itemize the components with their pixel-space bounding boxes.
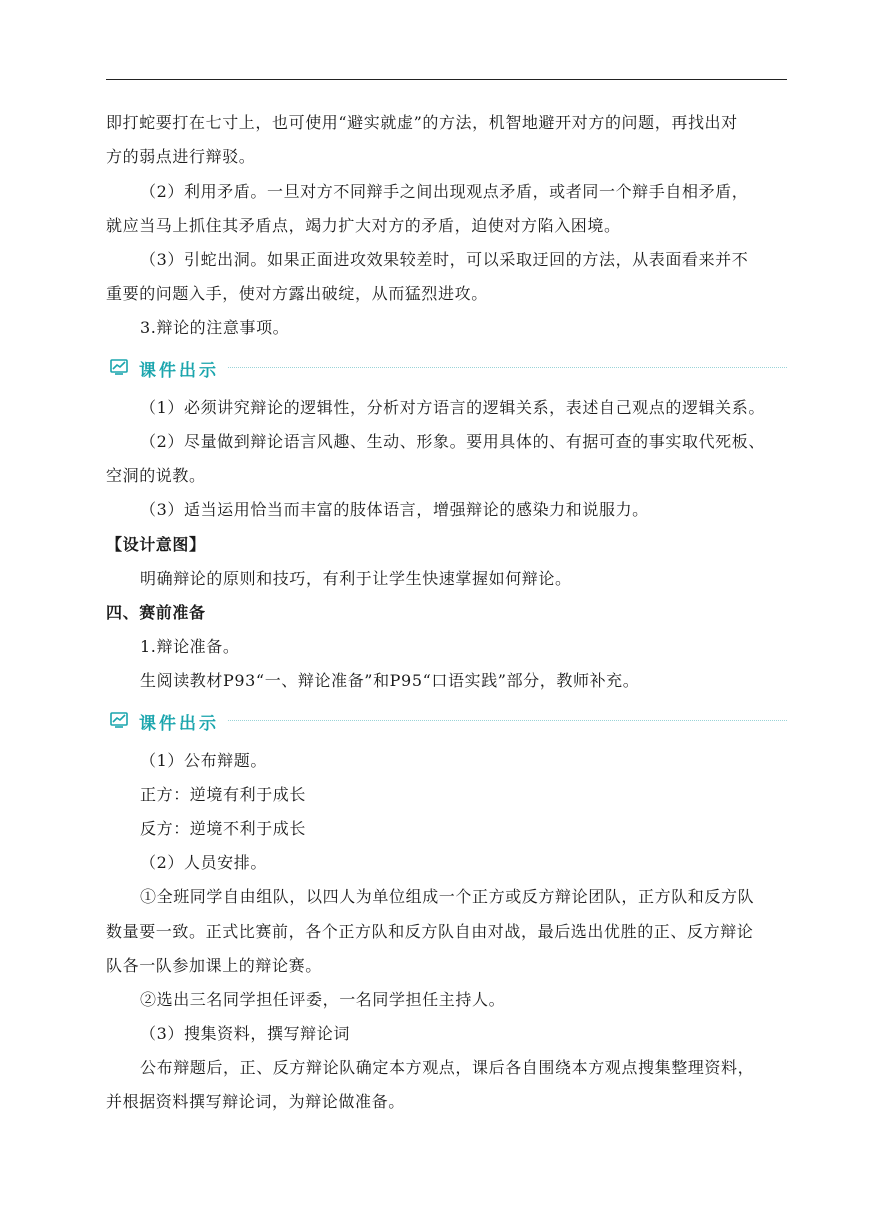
paragraph-line: （2）尽量做到辩论语言风趣、生动、形象。要用具体的、有据可查的事实取代死板、 — [140, 432, 765, 451]
paragraph-line: 即打蛇要打在七寸上，也可使用“避实就虚”的方法，机智地避开对方的问题，再找出对 — [106, 113, 738, 132]
paragraph-line: 反方：逆境不利于成长 — [140, 819, 307, 838]
paragraph-line: 1.辩论准备。 — [140, 637, 240, 656]
courseware-header — [106, 708, 787, 732]
paragraph-line: 空洞的说教。 — [106, 466, 206, 485]
paragraph-line: 方的弱点进行辩驳。 — [106, 147, 256, 166]
paragraph-line: （2）利用矛盾。一旦对方不同辩手之间出现观点矛盾，或者同一个辩手自相矛盾， — [140, 182, 749, 201]
paragraph-line: 正方：逆境有利于成长 — [140, 785, 307, 804]
paragraph-line: 3.辩论的注意事项。 — [140, 318, 290, 337]
paragraph-line: （2）人员安排。 — [140, 853, 267, 872]
courseware-label: 课件出示 — [139, 714, 219, 734]
design-intent-heading: 【设计意图】 — [106, 535, 206, 554]
paragraph-line: 重要的问题入手，使对方露出破绽，从而猛烈进攻。 — [106, 284, 488, 303]
paragraph-line: 数量要一致。正式比赛前，各个正方队和反方队自由对战，最后选出优胜的正、反方辩论 — [106, 922, 754, 941]
header-rule — [106, 79, 787, 80]
paragraph-line: （1）必须讲究辩论的逻辑性，分析对方语言的逻辑关系，表述自己观点的逻辑关系。 — [140, 398, 765, 417]
courseware-label: 课件出示 — [139, 361, 219, 381]
courseware-chart-icon — [110, 358, 128, 376]
paragraph-line: 队各一队参加课上的辩论赛。 — [106, 956, 322, 975]
courseware-header — [106, 355, 787, 379]
dotted-divider — [228, 720, 787, 721]
paragraph-line: （3）搜集资料，撰写辩论词 — [140, 1024, 350, 1043]
paragraph-line: 明确辩论的原则和技巧，有利于让学生快速掌握如何辩论。 — [140, 569, 572, 588]
paragraph-line: ①全班同学自由组队，以四人为单位组成一个正方或反方辩论团队，正方队和反方队 — [140, 887, 755, 906]
paragraph-line: 就应当马上抓住其矛盾点，竭力扩大对方的矛盾，迫使对方陷入困境。 — [106, 216, 621, 235]
paragraph-line: （1）公布辩题。 — [140, 751, 267, 770]
paragraph-line: ②选出三名同学担任评委，一名同学担任主持人。 — [140, 990, 506, 1009]
courseware-chart-icon — [110, 711, 128, 729]
paragraph-line: 并根据资料撰写辩论词，为辩论做准备。 — [106, 1092, 405, 1111]
dotted-divider — [228, 367, 787, 368]
paragraph-line: （3）引蛇出洞。如果正面进攻效果较差时，可以采取迂回的方法，从表面看来并不 — [140, 250, 749, 269]
section-heading: 四、赛前准备 — [106, 603, 206, 622]
paragraph-line: （3）适当运用恰当而丰富的肢体语言，增强辩论的感染力和说服力。 — [140, 500, 649, 519]
paragraph-line: 公布辩题后，正、反方辩论队确定本方观点，课后各自围绕本方观点搜集整理资料， — [140, 1058, 755, 1077]
paragraph-line: 生阅读教材P93“一、辩论准备”和P95“口语实践”部分，教师补充。 — [140, 671, 640, 690]
